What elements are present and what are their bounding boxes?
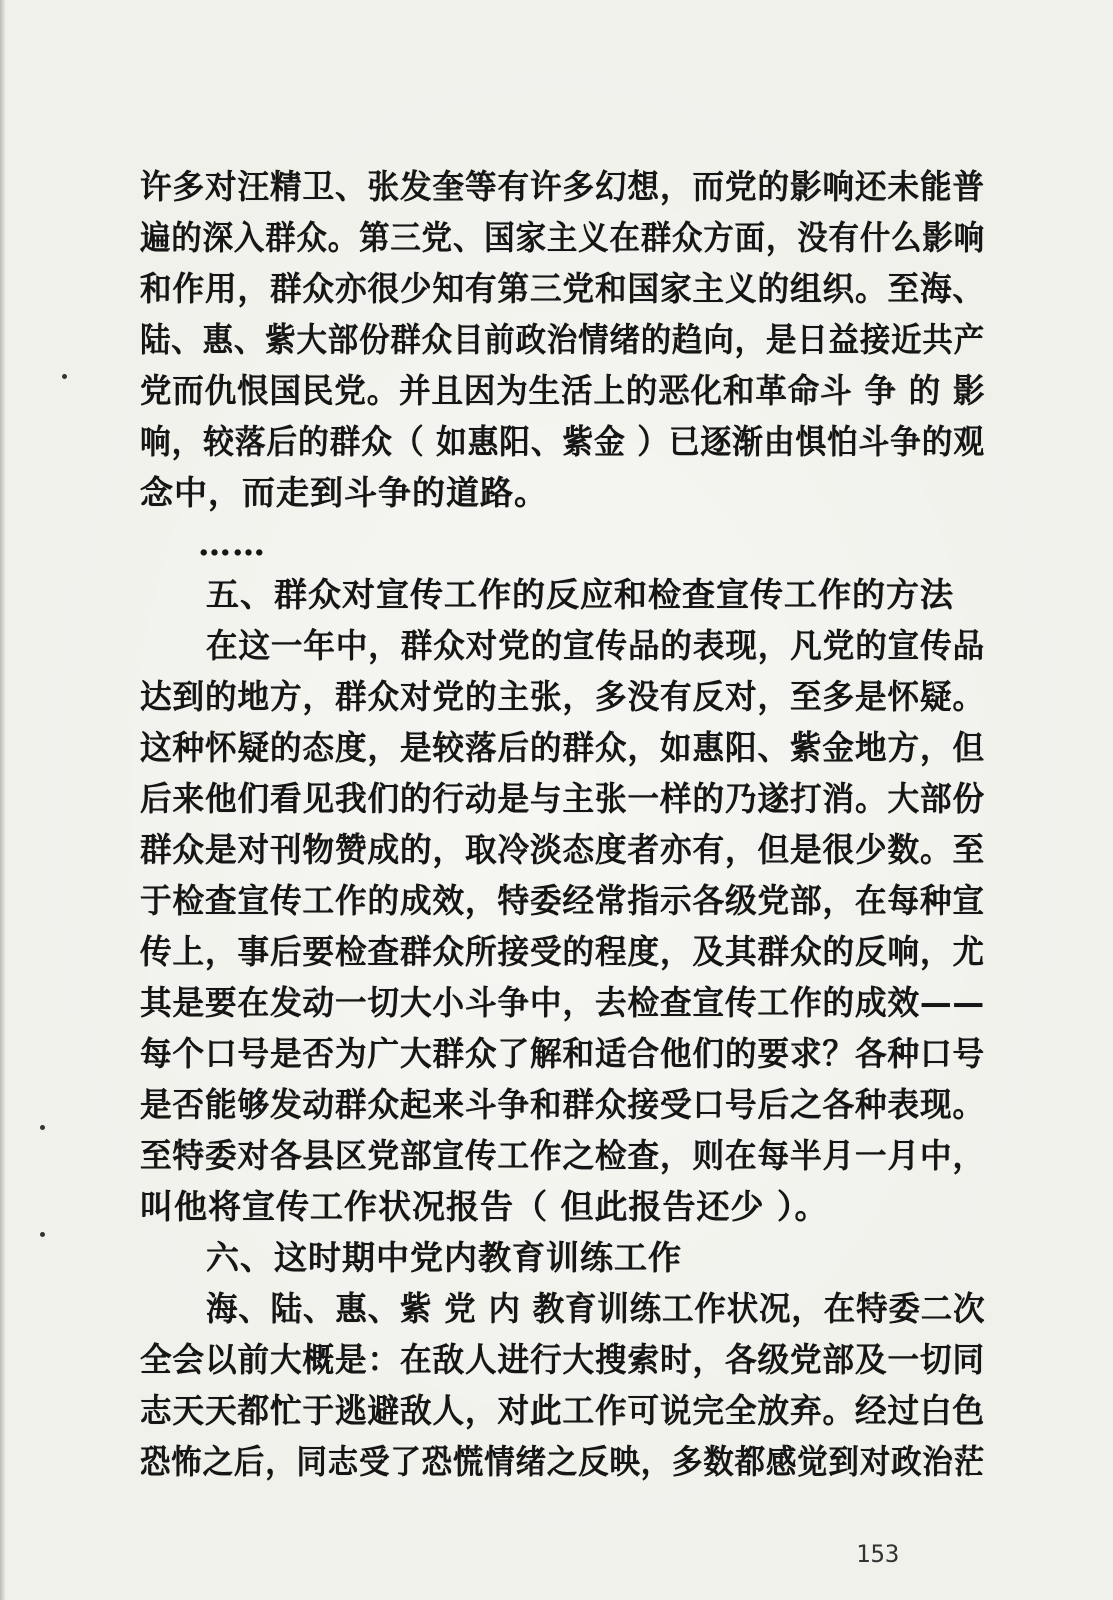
section-heading: 六、这时期中党内教育训练工作 xyxy=(206,1238,682,1277)
text-line: 全会以前大概是：在敌人进行大搜索时，各级党部及一切同 xyxy=(140,1340,986,1379)
text-line: 许多对汪精卫、张发奎等有许多幻想，而党的影响还未能普 xyxy=(140,167,986,206)
page-number: 153 xyxy=(856,1540,900,1568)
section-heading: 五、群众对宣传工作的反应和检查宣传工作的方法 xyxy=(206,575,954,614)
scan-speck xyxy=(40,1232,45,1237)
page-edge-shadow xyxy=(0,0,6,1600)
text-line: 陆、惠、紫大部份群众目前政治情绪的趋向，是日益接近共产 xyxy=(140,320,986,359)
text-line: 传上，事后要检查群众所接受的程度，及其群众的反响，尤 xyxy=(140,932,986,971)
scan-speck xyxy=(62,374,67,379)
text-line: 后来他们看见我们的行动是与主张一样的乃遂打消。大部份 xyxy=(140,779,986,818)
text-line: 于检查宣传工作的成效，特委经常指示各级党部，在每种宣 xyxy=(140,881,986,920)
text-line: 叫他将宣传工作状况报告（ 但此报告还少 ）。 xyxy=(140,1187,829,1226)
text-line: 在这一年中，群众对党的宣传品的表现，凡党的宣传品 xyxy=(206,626,986,665)
text-line: 响，较落后的群众（ 如惠阳、紫金 ）已逐渐由惧怕斗争的观 xyxy=(140,422,985,461)
text-line: 至特委对各县区党部宣传工作之检查，则在每半月一月中， xyxy=(140,1136,986,1175)
text-line: 志天天都忙于逃避敌人，对此工作可说完全放弃。经过白色 xyxy=(140,1391,986,1430)
text-line: 遍的深入群众。第三党、国家主义在群众方面，没有什么影响 xyxy=(140,218,986,257)
text-line: 海、陆、惠、紫 党 内 教育训练工作状况，在特委二次 xyxy=(206,1289,986,1328)
text-line: 这种怀疑的态度，是较落后的群众，如惠阳、紫金地方，但 xyxy=(140,728,986,767)
text-line: 念中，而走到斗争的道路。 xyxy=(140,473,548,512)
scan-speck xyxy=(40,1125,45,1130)
text-line: 党而仇恨国民党。并且因为生活上的恶化和革命斗 争 的 影 xyxy=(140,371,986,410)
text-line: 是否能够发动群众起来斗争和群众接受口号后之各种表现。 xyxy=(140,1085,986,1124)
text-line: 其是要在发动一切大小斗争中，去检查宣传工作的成效—— xyxy=(140,983,986,1022)
ellipsis-line: …… xyxy=(198,524,266,563)
text-line: 恐怖之后，同志受了恐慌情绪之反映，多数都感觉到对政治茫 xyxy=(140,1442,986,1481)
text-line: 和作用，群众亦很少知有第三党和国家主义的组织。至海、 xyxy=(140,269,986,308)
text-line: 群众是对刊物赞成的，取冷淡态度者亦有，但是很少数。至 xyxy=(140,830,986,869)
text-line: 每个口号是否为广大群众了解和适合他们的要求？各种口号 xyxy=(140,1034,986,1073)
text-line: 达到的地方，群众对党的主张，多没有反对，至多是怀疑。 xyxy=(140,677,986,716)
